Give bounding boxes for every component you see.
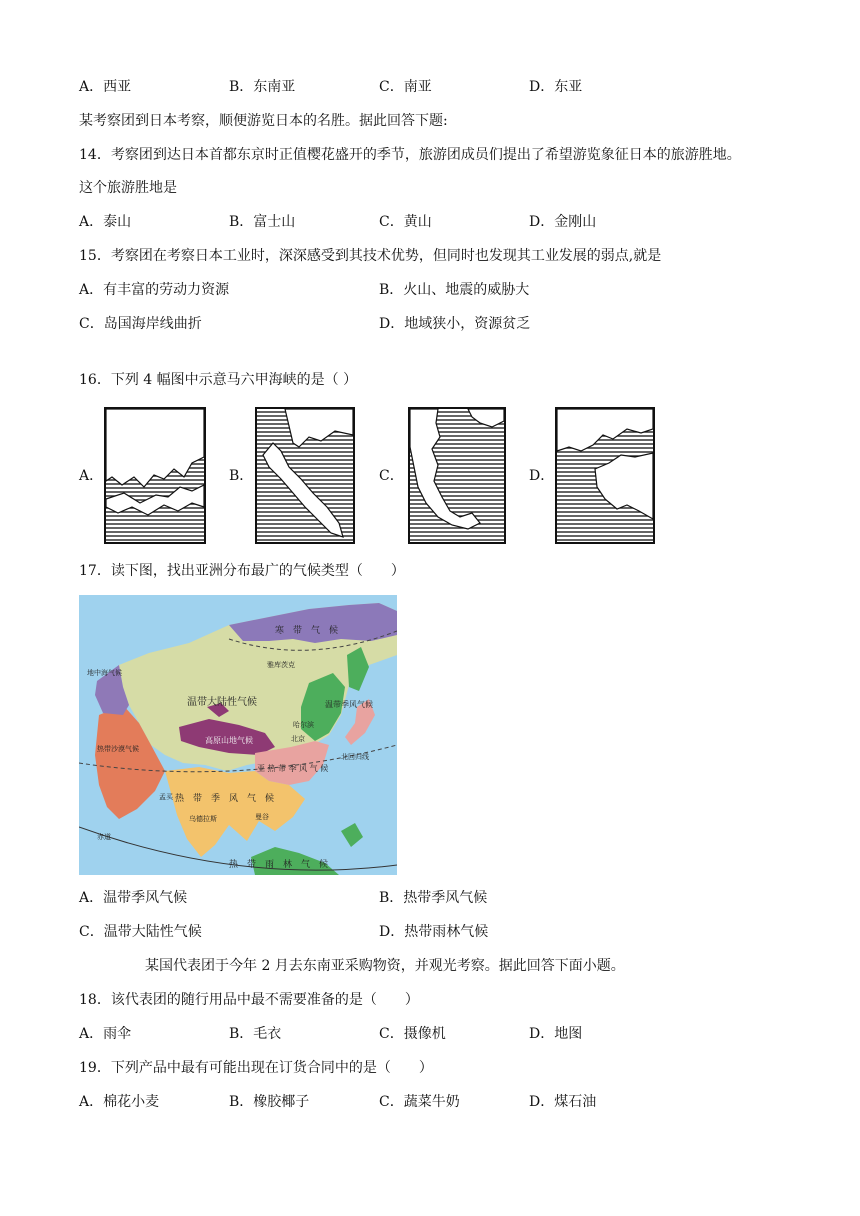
- q16-stem: 16．下列 4 幅图中示意马六甲海峡的是（ ）: [79, 372, 358, 388]
- q14-option-c: C．黄山: [379, 214, 432, 230]
- map-label-rainforest: 热 带 雨 林 气 候: [229, 860, 329, 870]
- map-label-tropic: 北回归线: [341, 753, 369, 761]
- map-label-temperate-monsoon: 温带季风气候: [325, 700, 373, 709]
- q19-option-c: C．蔬菜牛奶: [379, 1094, 460, 1110]
- asia-climate-map: [79, 595, 397, 875]
- q16-figure-b: [255, 407, 355, 544]
- q15-option-c: C．岛国海岸线曲折: [79, 316, 202, 332]
- q17-option-d: D．热带雨林气候: [379, 924, 489, 940]
- q14-stem-line2: 这个旅游胜地是: [79, 180, 177, 196]
- map-label-beijing: 北京: [291, 735, 305, 743]
- q16-figure-c: [408, 407, 506, 544]
- q14-option-b: B．富士山: [229, 214, 296, 230]
- q17-stem: 17．读下图，找出亚洲分布最广的气候类型（ ）: [79, 563, 405, 579]
- q13-option-c: C．南亚: [379, 79, 432, 95]
- q14-option-d: D．金刚山: [529, 214, 597, 230]
- map-label-desert: 热带沙漠气候: [97, 745, 139, 753]
- map-label-mediterranean: 地中海气候: [87, 669, 122, 677]
- q18-option-d: D．地图: [529, 1026, 583, 1042]
- map-label-subtropical-monsoon: 亚 热 带 季 风 气 候: [257, 764, 329, 773]
- q17-option-a: A．温带季风气候: [79, 890, 188, 906]
- q16-label-a: A．: [79, 468, 104, 484]
- intro-japan: 某考察团到日本考察，顺便游览日本的名胜。据此回答下题:: [79, 113, 448, 129]
- map-label-temperate-continental: 温带大陆性气候: [187, 697, 257, 708]
- q14-stem-line1: 14．考察团到达日本首都东京时正值樱花盛开的季节，旅游团成员们提出了希望游览象征日本的旅游胜地。: [79, 147, 741, 163]
- q18-option-c: C．摄像机: [379, 1026, 446, 1042]
- intro-southeast-asia: 某国代表团于今年 2 月去东南亚采购物资，并观光考察。据此回答下面小题。: [145, 958, 625, 974]
- map-label-equator: 赤道: [97, 833, 111, 841]
- q13-option-d: D．东亚: [529, 79, 583, 95]
- q16-figure-a: [104, 407, 206, 544]
- q19-option-a: A．棉花小麦: [79, 1094, 160, 1110]
- q18-stem: 18．该代表团的随行用品中最不需要准备的是（ ）: [79, 992, 419, 1008]
- q13-option-a: A．西亚: [79, 79, 132, 95]
- q15-stem: 15．考察团在考察日本工业时，深深感受到其技术优势，但同时也发现其工业发展的弱点,就是: [79, 248, 662, 264]
- q16-label-c: C．: [379, 468, 404, 484]
- q15-option-a: A．有丰富的劳动力资源: [79, 282, 230, 298]
- map-label-cold: 寒 带 气 候: [275, 626, 339, 636]
- map-label-highland: 高原山地气候: [205, 736, 253, 745]
- q17-option-b: B．热带季风气候: [379, 890, 488, 906]
- q15-option-b: B．火山、地震的威胁大: [379, 282, 530, 298]
- map-label-colombo: 乌德拉斯: [189, 815, 217, 823]
- q18-option-a: A．雨伞: [79, 1026, 132, 1042]
- q15-option-d: D．地域狭小，资源贫乏: [379, 316, 531, 332]
- q19-stem: 19．下列产品中最有可能出现在订货合同中的是（ ）: [79, 1060, 433, 1076]
- q17-option-c: C．温带大陆性气候: [79, 924, 202, 940]
- q16-figure-d: [555, 407, 655, 544]
- q19-option-d: D．煤石油: [529, 1094, 597, 1110]
- q13-option-b: B．东南亚: [229, 79, 296, 95]
- q18-option-b: B．毛衣: [229, 1026, 282, 1042]
- map-label-harbin: 哈尔滨: [293, 721, 314, 729]
- q19-option-b: B．橡胶椰子: [229, 1094, 310, 1110]
- q16-label-b: B．: [229, 468, 254, 484]
- map-label-mumbai: 孟买: [159, 793, 173, 801]
- map-label-yakutsk: 雅库茨克: [267, 661, 295, 669]
- map-label-tropical-monsoon: 热 带 季 风 气 候: [175, 794, 275, 804]
- q14-option-a: A．泰山: [79, 214, 132, 230]
- map-label-bangkok: 曼谷: [255, 813, 269, 821]
- q16-label-d: D．: [529, 468, 555, 484]
